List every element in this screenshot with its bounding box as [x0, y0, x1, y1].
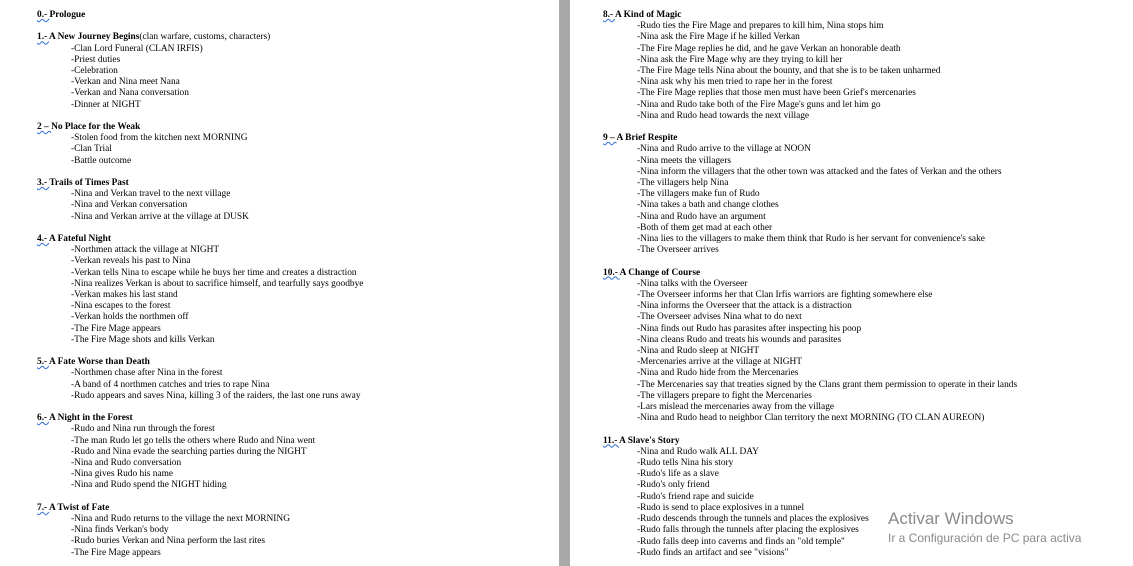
chapter-title: A Kind of Magic	[614, 10, 682, 20]
outline-item[interactable]: -Nina and Rudo returns to the village the next MORNING	[71, 514, 290, 525]
watermark-subtitle: Ir a Configuración de PC para activa	[888, 531, 1082, 545]
chapter-heading[interactable]	[37, 413, 559, 424]
outline-item[interactable]: -Rudo falls deep into caverns and finds an "old temple"	[637, 536, 845, 547]
outline-item[interactable]: -The Overseer informs her that Clan Irfis warriors are fighting somewhere else	[637, 290, 933, 301]
outline-item[interactable]: -Clan Lord Funeral (CLAN IRFIS)	[71, 43, 203, 54]
chapter-heading[interactable]	[37, 503, 559, 514]
chapter-section	[37, 413, 559, 491]
chapter-title: No Place for the Weak	[51, 122, 141, 132]
outline-item[interactable]: -Nina gives Rudo his name	[71, 469, 174, 480]
outline-item[interactable]: -Priest duties	[71, 54, 121, 65]
outline-item[interactable]: -Nina takes a bath and change clothes	[637, 200, 779, 211]
outline-item[interactable]: -Verkan and Nana conversation	[71, 88, 189, 99]
outline-item[interactable]: -Both of them get mad at each other	[637, 222, 773, 233]
outline-item[interactable]: -The Fire Mage appears	[71, 323, 161, 334]
outline-item[interactable]: -Rudo's only friend	[637, 480, 710, 491]
outline-item[interactable]: -Nina and Verkan conversation	[71, 200, 188, 211]
outline-item[interactable]: -Dinner at NIGHT	[71, 99, 141, 110]
outline-item[interactable]: -Northmen chase after Nina in the forest	[71, 368, 223, 379]
chapter-section	[37, 503, 559, 559]
chapter-number: 10.-	[603, 267, 620, 278]
chapter-section	[37, 32, 559, 110]
outline-item[interactable]: -Verkan and Nina meet Nana	[71, 77, 180, 88]
outline-item[interactable]: -Rudo finds an artifact and see "visions"	[637, 547, 789, 558]
outline-item[interactable]: -Lars mislead the mercenaries away from the village	[637, 402, 835, 413]
outline-item[interactable]: -Rudo falls through the tunnels after placing the explosives	[637, 525, 859, 536]
chapter-section	[603, 268, 1133, 425]
chapter-heading[interactable]	[603, 133, 1133, 144]
chapter-heading[interactable]	[603, 268, 1133, 279]
outline-item[interactable]: -The Fire Mage tells Nina about the bounty, and that she is to be taken unharmed	[637, 66, 941, 77]
chapter-number: 1.-	[37, 32, 49, 43]
outline-item[interactable]: -Nina and Rudo walk ALL DAY	[637, 446, 759, 457]
chapter-title: A Change of Course	[619, 267, 701, 278]
chapter-title: A Night in the Forest	[48, 413, 133, 424]
outline-item[interactable]: -Nina and Rudo head towards the next village	[637, 110, 810, 121]
outline-item[interactable]: -Nina ask the Fire Mage why are they trying to kill her	[637, 54, 843, 65]
outline-item[interactable]: -Nina and Rudo spend the NIGHT hiding	[71, 480, 227, 491]
chapter-title: A Fateful Night	[48, 234, 111, 244]
outline-item[interactable]: -Rudo's friend rape and suicide	[637, 491, 754, 502]
chapter-number: 9 –	[603, 133, 617, 144]
outline-item[interactable]: -Rudo is send to place explosives in a tunnel	[637, 502, 805, 513]
outline-item[interactable]: -The Fire Mage appears	[71, 547, 161, 558]
outline-item[interactable]: -Rudo descends through the tunnels and places the explosives	[637, 514, 869, 525]
outline-item[interactable]: -Verkan reveals his past to Nina	[71, 256, 191, 267]
outline-item[interactable]: -The Fire Mage shots and kills Verkan	[71, 334, 215, 345]
chapter-heading[interactable]	[37, 234, 559, 245]
chapter-title: A Twist of Fate	[48, 502, 110, 513]
outline-item[interactable]: -Rudo tells Nina his story	[637, 458, 734, 469]
chapter-section	[37, 357, 559, 402]
chapter-number: 4.-	[37, 234, 49, 244]
chapter-heading[interactable]	[37, 357, 559, 368]
outline-item[interactable]: -The Fire Mage replies he did, and he gave Verkan an honorable death	[637, 43, 901, 54]
outline-item[interactable]: -Nina meets the villagers	[637, 155, 731, 166]
outline-item[interactable]: -Nina talks with the Overseer	[637, 278, 748, 289]
chapter-number: 0.-	[37, 10, 50, 20]
outline-item[interactable]: -Nina and Rudo conversation	[71, 458, 182, 469]
watermark-title: Activar Windows	[888, 509, 1014, 528]
outline-item[interactable]: -Rudo's life as a slave	[637, 469, 719, 480]
outline-item[interactable]: -Nina inform the villagers that the other town was attacked and the fates of Verkan and the others	[637, 166, 1002, 177]
outline-item[interactable]: -Nina finds out Rudo has parasites after inspecting his poop	[637, 323, 862, 334]
outline-item[interactable]: -Nina lies to the villagers to make them think that Rudo is her servant for convenience's sake	[637, 234, 985, 245]
activation-watermark	[888, 508, 1081, 546]
outline-item[interactable]: -Celebration	[71, 66, 118, 76]
outline-item[interactable]: -Nina ask the Fire Mage if he killed Verkan	[637, 32, 800, 43]
chapter-heading[interactable]	[603, 10, 1133, 21]
chapter-title: A Fate Worse than Death	[48, 357, 150, 368]
outline-item[interactable]: -The Mercenaries say that treaties signed by the Clans grant them permission to operate in their lands	[637, 379, 1018, 390]
chapter-number: 7.-	[37, 502, 49, 513]
chapter-number: 3.-	[37, 178, 50, 188]
chapter-section	[37, 122, 559, 167]
outline-item[interactable]: -The villagers prepare to fight the Mercenaries	[637, 390, 812, 401]
chapter-number: 11.-	[603, 435, 620, 446]
chapter-title: A New Journey Begins	[48, 32, 140, 43]
outline-item[interactable]: -Verkan holds the northmen off	[71, 312, 189, 323]
outline-item[interactable]: -Nina finds Verkan's body	[71, 525, 169, 536]
outline-item[interactable]: -Verkan makes his last stand	[71, 290, 178, 301]
chapter-number: 6.-	[37, 413, 49, 424]
chapter-section	[37, 178, 559, 223]
outline-item[interactable]: -Nina and Verkan travel to the next village	[71, 189, 231, 200]
outline-item[interactable]: -Nina cleans Rudo and treats his wounds and parasites	[637, 334, 842, 345]
outline-item[interactable]: -The man Rudo let go tells the others where Rudo and Nina went	[71, 435, 316, 446]
outline-item[interactable]: -Nina and Rudo take both of the Fire Mage's guns and let him go	[637, 99, 881, 110]
outline-item[interactable]: -Rudo ties the Fire Mage and prepares to kill him, Nina stops him	[637, 21, 884, 32]
chapter-title: A Brief Respite	[616, 133, 678, 144]
chapter-heading[interactable]	[37, 10, 559, 21]
chapter-title: Prologue	[49, 10, 86, 20]
outline-item[interactable]: -Stolen food from the kitchen next MORNING	[71, 133, 248, 144]
document-page-right[interactable]	[570, 0, 1133, 566]
document-page-left[interactable]	[0, 0, 559, 566]
chapter-number: 5.-	[37, 357, 49, 368]
outline-item[interactable]: -Northmen attack the village at NIGHT	[71, 245, 220, 256]
outline-item[interactable]: -Nina and Rudo head to neighbor Clan territory the next MORNING (TO CLAN AUREON)	[637, 413, 985, 424]
outline-item[interactable]: -Rudo and Nina evade the searching parties during the NIGHT	[71, 446, 307, 457]
chapter-number: 8.-	[603, 10, 615, 20]
outline-item[interactable]: -Nina escapes to the forest	[71, 301, 171, 312]
chapter-title: A Slave's Story	[619, 435, 680, 446]
outline-item[interactable]: -Battle outcome	[71, 155, 132, 166]
chapter-section	[37, 234, 559, 346]
outline-item[interactable]: -Verkan tells Nina to escape while he buys her time and creates a distraction	[71, 267, 357, 278]
outline-item[interactable]: -A band of 4 northmen catches and tries to rape Nina	[71, 379, 270, 390]
outline-item[interactable]: -The Fire Mage replies that those men must have been Grief's mercenaries	[637, 88, 916, 99]
outline-item[interactable]: -The villagers help Nina	[637, 178, 729, 189]
outline-item[interactable]: -Nina and Rudo sleep at NIGHT	[637, 346, 760, 357]
outline-item[interactable]: -The Overseer advises Nina what to do next	[637, 312, 802, 323]
outline-item[interactable]: -Nina informs the Overseer that the attack is a distraction	[637, 301, 852, 312]
outline-item[interactable]: -Clan Trial	[71, 144, 112, 155]
chapter-heading[interactable]	[37, 178, 559, 189]
outline-item[interactable]: -Rudo appears and saves Nina, killing 3 of the raiders, the last one runs away	[71, 390, 361, 401]
chapter-title: Trails of Times Past	[49, 178, 129, 188]
outline-item[interactable]: -Mercenaries arrive at the village at NIGHT	[637, 357, 803, 368]
outline-item[interactable]: -Nina and Verkan arrive at the village at DUSK	[71, 211, 249, 222]
chapter-heading[interactable]	[37, 32, 559, 43]
outline-item[interactable]: -The Overseer arrives	[637, 245, 719, 256]
chapter-number: 2 –	[37, 122, 52, 132]
outline-item[interactable]: -Nina and Rudo have an argument	[637, 211, 766, 222]
chapter-section	[37, 10, 559, 21]
chapter-section	[603, 10, 1133, 122]
outline-item[interactable]: -The villagers make fun of Rudo	[637, 189, 760, 200]
outline-item[interactable]: -Rudo and Nina run through the forest	[71, 424, 215, 435]
outline-item[interactable]: -Nina realizes Verkan is about to sacrifice himself, and tearfully says goodbye	[71, 278, 364, 289]
chapter-subtitle: (clan warfare, customs, characters)	[139, 32, 271, 43]
outline-item[interactable]: -Nina and Rudo hide from the Mercenaries	[637, 368, 799, 379]
outline-item[interactable]: -Nina ask why his men tried to rape her in the forest	[637, 77, 833, 88]
outline-item[interactable]: -Nina and Rudo arrive to the village at NOON	[637, 144, 811, 155]
chapter-section	[603, 133, 1133, 256]
chapter-heading[interactable]	[603, 436, 1133, 447]
outline-item[interactable]: -Rudo buries Verkan and Nina perform the last rites	[71, 536, 266, 547]
chapter-heading[interactable]	[37, 122, 559, 133]
